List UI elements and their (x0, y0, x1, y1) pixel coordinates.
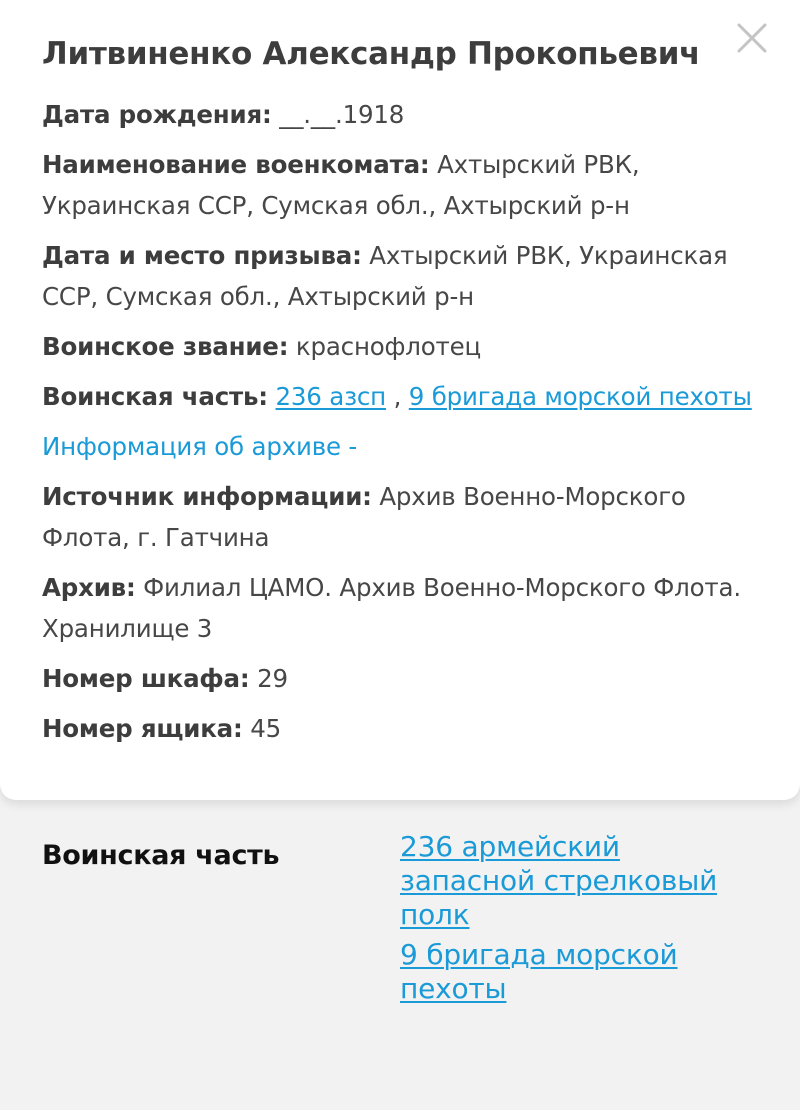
field-value: 29 (257, 664, 288, 693)
field-label: Архив: (42, 573, 136, 602)
field-label: Номер ящика: (42, 714, 243, 743)
field-value: __.__.1918 (279, 100, 405, 129)
archive-info-link[interactable]: Информация об архиве - (42, 432, 358, 461)
field-value: краснофлотец (295, 332, 481, 361)
field-source (42, 476, 772, 558)
field-enlistment-office (42, 144, 772, 226)
field-box-number (42, 708, 772, 749)
background-unit-link-2[interactable]: 9 бригада морской пехоты (400, 938, 678, 1005)
field-value: Ахтырский РВК, Украинская ССР, Сумская обл., Ахтырский р-н (42, 150, 640, 220)
field-label: Воинская часть: (42, 382, 268, 411)
field-label: Воинское звание: (42, 332, 289, 361)
field-cabinet-number (42, 658, 772, 699)
field-label: Номер шкафа: (42, 664, 250, 693)
field-value: 45 (250, 714, 281, 743)
field-value: Ахтырский РВК, Украинская ССР, Сумская обл., Ахтырский р-н (42, 241, 728, 311)
unit-separator: , (386, 382, 402, 411)
unit-link-9-brigade[interactable]: 9 бригада морской пехоты (408, 382, 752, 411)
field-birth-date (42, 94, 772, 135)
unit-link-236-azsp[interactable]: 236 азсп (275, 382, 386, 411)
background-unit-label: Воинская часть (42, 840, 280, 871)
field-label: Дата и место призыва: (42, 241, 362, 270)
close-icon[interactable] (732, 18, 772, 58)
field-label: Наименование военкомата: (42, 150, 430, 179)
field-label: Источник информации: (42, 482, 372, 511)
field-archive (42, 567, 772, 649)
field-value: Архив Военно-Морского Флота, г. Гатчина (42, 482, 686, 552)
field-draft-date-place (42, 235, 772, 317)
background-unit-links (400, 830, 730, 1012)
close-button[interactable] (732, 18, 772, 58)
field-military-unit (42, 376, 772, 417)
person-name-title: Литвиненко Александр Прокопьевич (42, 36, 701, 72)
field-label: Дата рождения: (42, 100, 272, 129)
field-value: Филиал ЦАМО. Архив Военно-Морского Флота. Хранилище 3 (42, 573, 741, 643)
background-unit-link-1[interactable]: 236 армейский запасной стрелковый полк (400, 830, 718, 931)
field-rank (42, 326, 772, 367)
details-fields (42, 94, 772, 758)
